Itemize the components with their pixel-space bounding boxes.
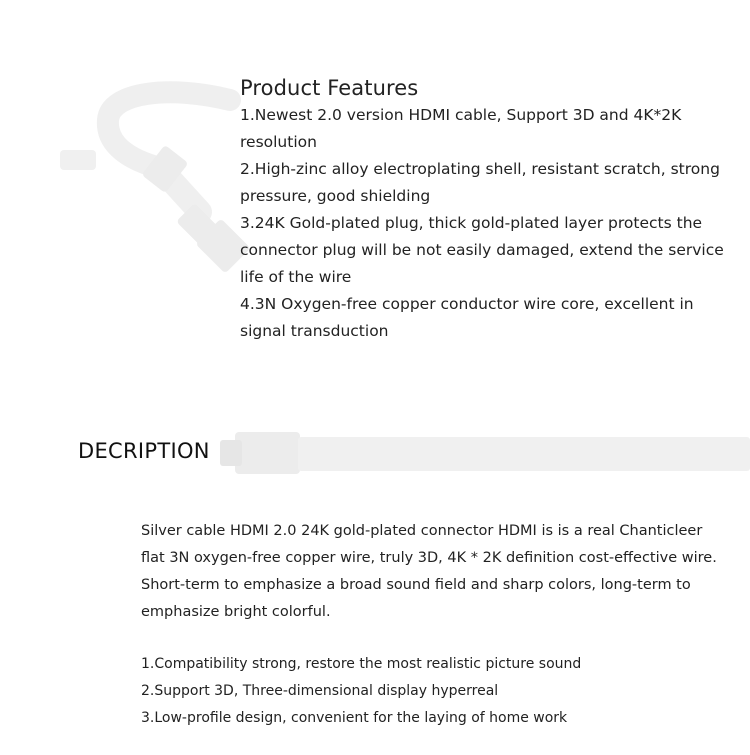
feature-line: 4.3N Oxygen-free copper conductor wire core, excellent in — [240, 295, 694, 313]
description-body — [141, 518, 741, 626]
description-line: Short-term to emphasize a broad sound field and sharp colors, long-term to — [141, 577, 691, 593]
feature-line: 1.Newest 2.0 version HDMI cable, Support 3D and 4K*2K — [240, 106, 682, 124]
cable-flat — [220, 432, 750, 474]
feature-line: 2.High-zinc alloy electroplating shell, resistant scratch, strong — [240, 160, 720, 178]
description-point: 2.Support 3D, Three-dimensional display hyperreal — [141, 683, 499, 699]
feature-line: connector plug will be not easily damaged, extend the service — [240, 241, 724, 259]
description-point: 3.Low-profile design, convenient for the laying of home work — [141, 710, 568, 726]
description-point: 1.Compatibility strong, restore the most realistic picture sound — [141, 656, 582, 672]
description-points — [141, 651, 581, 732]
feature-line: signal transduction — [240, 322, 389, 340]
description-heading: DECRIPTION — [78, 439, 210, 463]
feature-line: pressure, good shielding — [240, 187, 431, 205]
cable-connector-top — [60, 145, 251, 274]
description-line: flat 3N oxygen-free copper wire, truly 3D, 4K * 2K definition cost-effective wire. — [141, 550, 717, 566]
feature-line: resolution — [240, 133, 317, 151]
description-line: Silver cable HDMI 2.0 24K gold-plated connector HDMI is is a real Chanticleer — [141, 523, 703, 539]
product-features-section — [240, 76, 740, 345]
description-line: emphasize bright colorful. — [141, 604, 331, 620]
feature-line: 3.24K Gold-plated plug, thick gold-plated layer protects the — [240, 214, 703, 232]
features-title: Product Features — [240, 76, 419, 100]
feature-line: life of the wire — [240, 268, 352, 286]
